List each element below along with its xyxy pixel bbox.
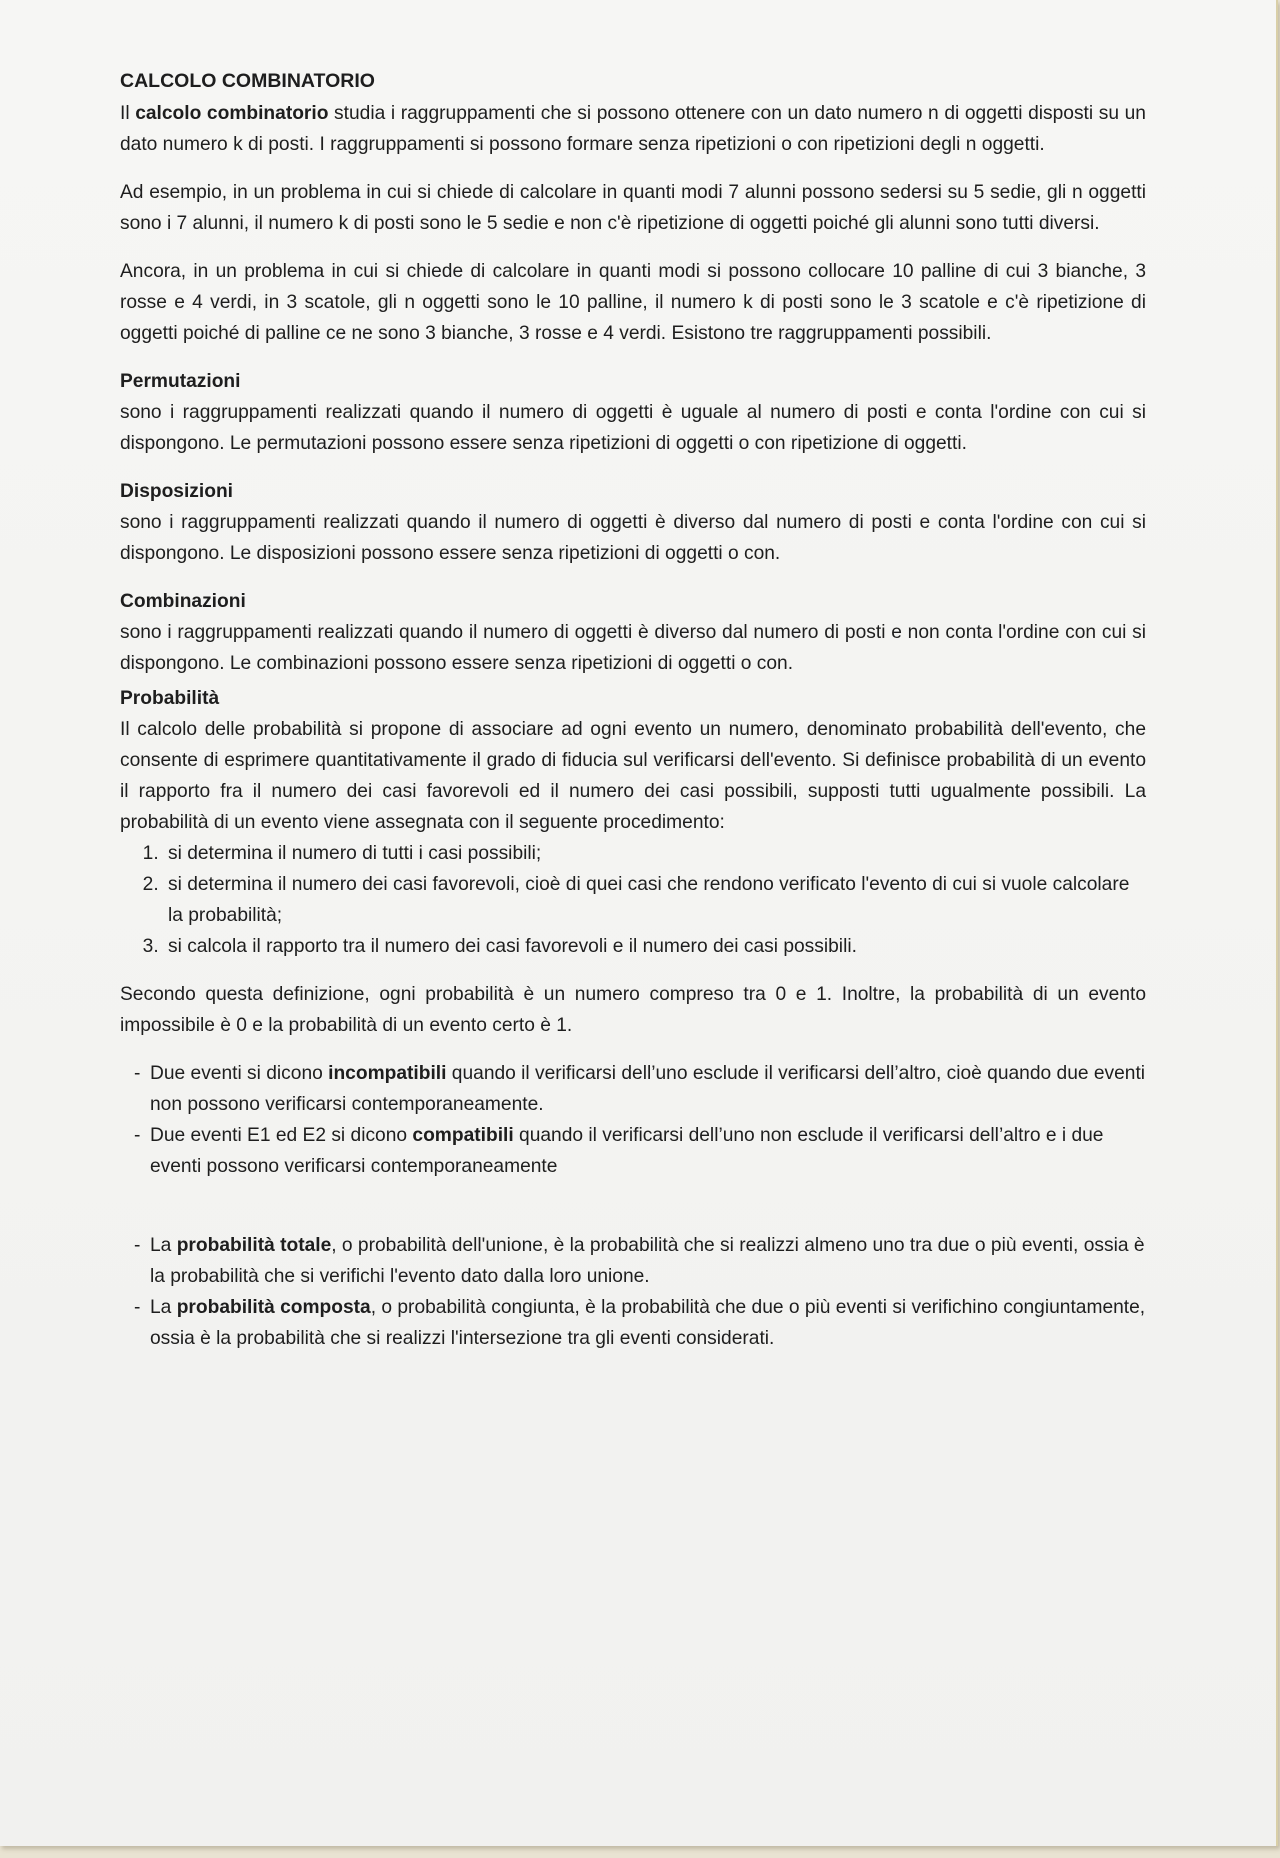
event-keyword: compatibili xyxy=(412,1125,514,1146)
type-text-start: La xyxy=(150,1297,177,1318)
section-body-permutazioni: sono i raggruppamenti realizzati quando il numero di oggetti è uguale al numero di posti e conta l'ordine con cui si dispongono. Le permutazioni possono essere senza ripetizioni di oggetti o con ripetizione di oggetti. xyxy=(120,402,1146,454)
type-keyword: probabilità composta xyxy=(176,1297,371,1318)
event-text-start: Due eventi E1 ed E2 si dicono xyxy=(150,1125,413,1146)
section-body-combinazioni: sono i raggruppamenti realizzati quando il numero di oggetti è diverso dal numero di posti e non conta l'ordine con cui si dispongono. Le combinazioni possono essere senza ripetizioni di oggetti o con. xyxy=(120,622,1146,674)
probability-paragraph: Il calcolo delle probabilità si propone di associare ad ogni evento un numero, denominato probabilità dell'evento, che consente di esprimere quantitativamente il grado di fiducia sul verificarsi dell'evento. Si definisce probabilità di un evento il rapporto fra il numero dei casi favorevoli ed il numero dei casi possibili, supposti tutti ugualmente possibili. La probabilità di un evento viene assegnata con il seguente procedimento: xyxy=(120,719,1146,833)
example-paragraph-2: Ancora, in un problema in cui si chiede di calcolare in quanti modi si possono collocare 10 palline di cui 3 bianche, 3 rosse e 4 verdi, in 3 scatole, gli n oggetti sono le 10 palline, il numero k di posti sono le 3 scatole e c'è ripetizione di oggetti poiché di palline ce ne sono 3 bianche, 3 rosse e 4 verdi. Esistono tre raggruppamenti possibili. xyxy=(120,261,1146,344)
type-text-end: , o probabilità dell'unione, è la probabilità che si realizzi almeno uno tra due o più eventi, ossia è la probabilità che si verifichi l'evento dato dalla loro unione. xyxy=(150,1235,1145,1287)
example-paragraph-1: Ad esempio, in un problema in cui si chiede di calcolare in quanti modi 7 alunni possono sedersi su 5 sedie, gli n oggetti sono i 7 alunni, il numero k di posti sono le 5 sedie e non c'è ripetizione di oggetti poiché gli alunni sono tutti diversi. xyxy=(120,182,1146,234)
list-item: 3. si calcola il rapporto tra il numero dei casi favorevoli e il numero dei casi possibili. xyxy=(164,931,1146,962)
list-item xyxy=(150,1230,1146,1292)
list-item xyxy=(150,1058,1146,1120)
intro-text-end: studia i raggruppamenti che si possono ottenere con un dato numero n di oggetti disposti su un dato numero k di posti. I raggruppamenti si possono formare senza ripetizioni o con ripetizioni degli n oggetti. xyxy=(120,103,1146,155)
section-heading-permutazioni: Permutazioni xyxy=(120,371,241,392)
definition-paragraph: Secondo questa definizione, ogni probabilità è un numero compreso tra 0 e 1. Inoltre, la probabilità di un evento impossibile è 0 e la probabilità di un evento certo è 1. xyxy=(120,984,1146,1036)
intro-keyword: calcolo combinatorio xyxy=(135,103,329,124)
list-item: 2. si determina il numero dei casi favorevoli, cioè di quei casi che rendono verificato l'evento di cui si vuole calcolare la probabilità; xyxy=(164,869,1146,931)
section-heading-probabilita: Probabilità xyxy=(120,688,220,709)
event-text-end: quando il verificarsi dell’uno esclude il verificarsi dell’altro, cioè quando due eventi non possono verificarsi contemporaneamente. xyxy=(150,1063,1146,1115)
section-body-disposizioni: sono i raggruppamenti realizzati quando il numero di oggetti è diverso dal numero di posti e conta l'ordine con cui si dispongono. Le disposizioni possono essere senza ripetizioni di oggetti o con. xyxy=(120,512,1146,564)
list-item xyxy=(150,1292,1146,1354)
type-keyword: probabilità totale xyxy=(176,1235,332,1256)
section-heading-disposizioni: Disposizioni xyxy=(120,481,233,502)
type-text-start: La xyxy=(150,1235,177,1256)
type-text-end: , o probabilità congiunta, è la probabilità che due o più eventi si verifichino congiuntamente, ossia è la probabilità che si realizzi l'intersezione tra gli eventi considerati. xyxy=(150,1297,1146,1349)
document-body xyxy=(120,66,1146,1371)
events-list xyxy=(120,1058,1146,1182)
section-heading-combinazioni: Combinazioni xyxy=(120,591,246,612)
intro-text-start: Il xyxy=(120,103,136,124)
event-keyword: incompatibili xyxy=(328,1063,447,1084)
probability-types-list xyxy=(120,1230,1146,1354)
spacer xyxy=(120,1199,1146,1230)
list-item: 1. si determina il numero di tutti i casi possibili; xyxy=(164,838,1146,869)
intro-paragraph xyxy=(120,98,1146,160)
event-text-start: Due eventi si dicono xyxy=(150,1063,329,1084)
document-title: CALCOLO COMBINATORIO xyxy=(120,70,375,92)
list-item xyxy=(150,1120,1146,1182)
probability-steps-list xyxy=(120,838,1146,962)
event-text-end: quando il verificarsi dell’uno non esclude il verificarsi dell’altro e i due eventi possono verificarsi contemporaneamente xyxy=(150,1125,1104,1177)
